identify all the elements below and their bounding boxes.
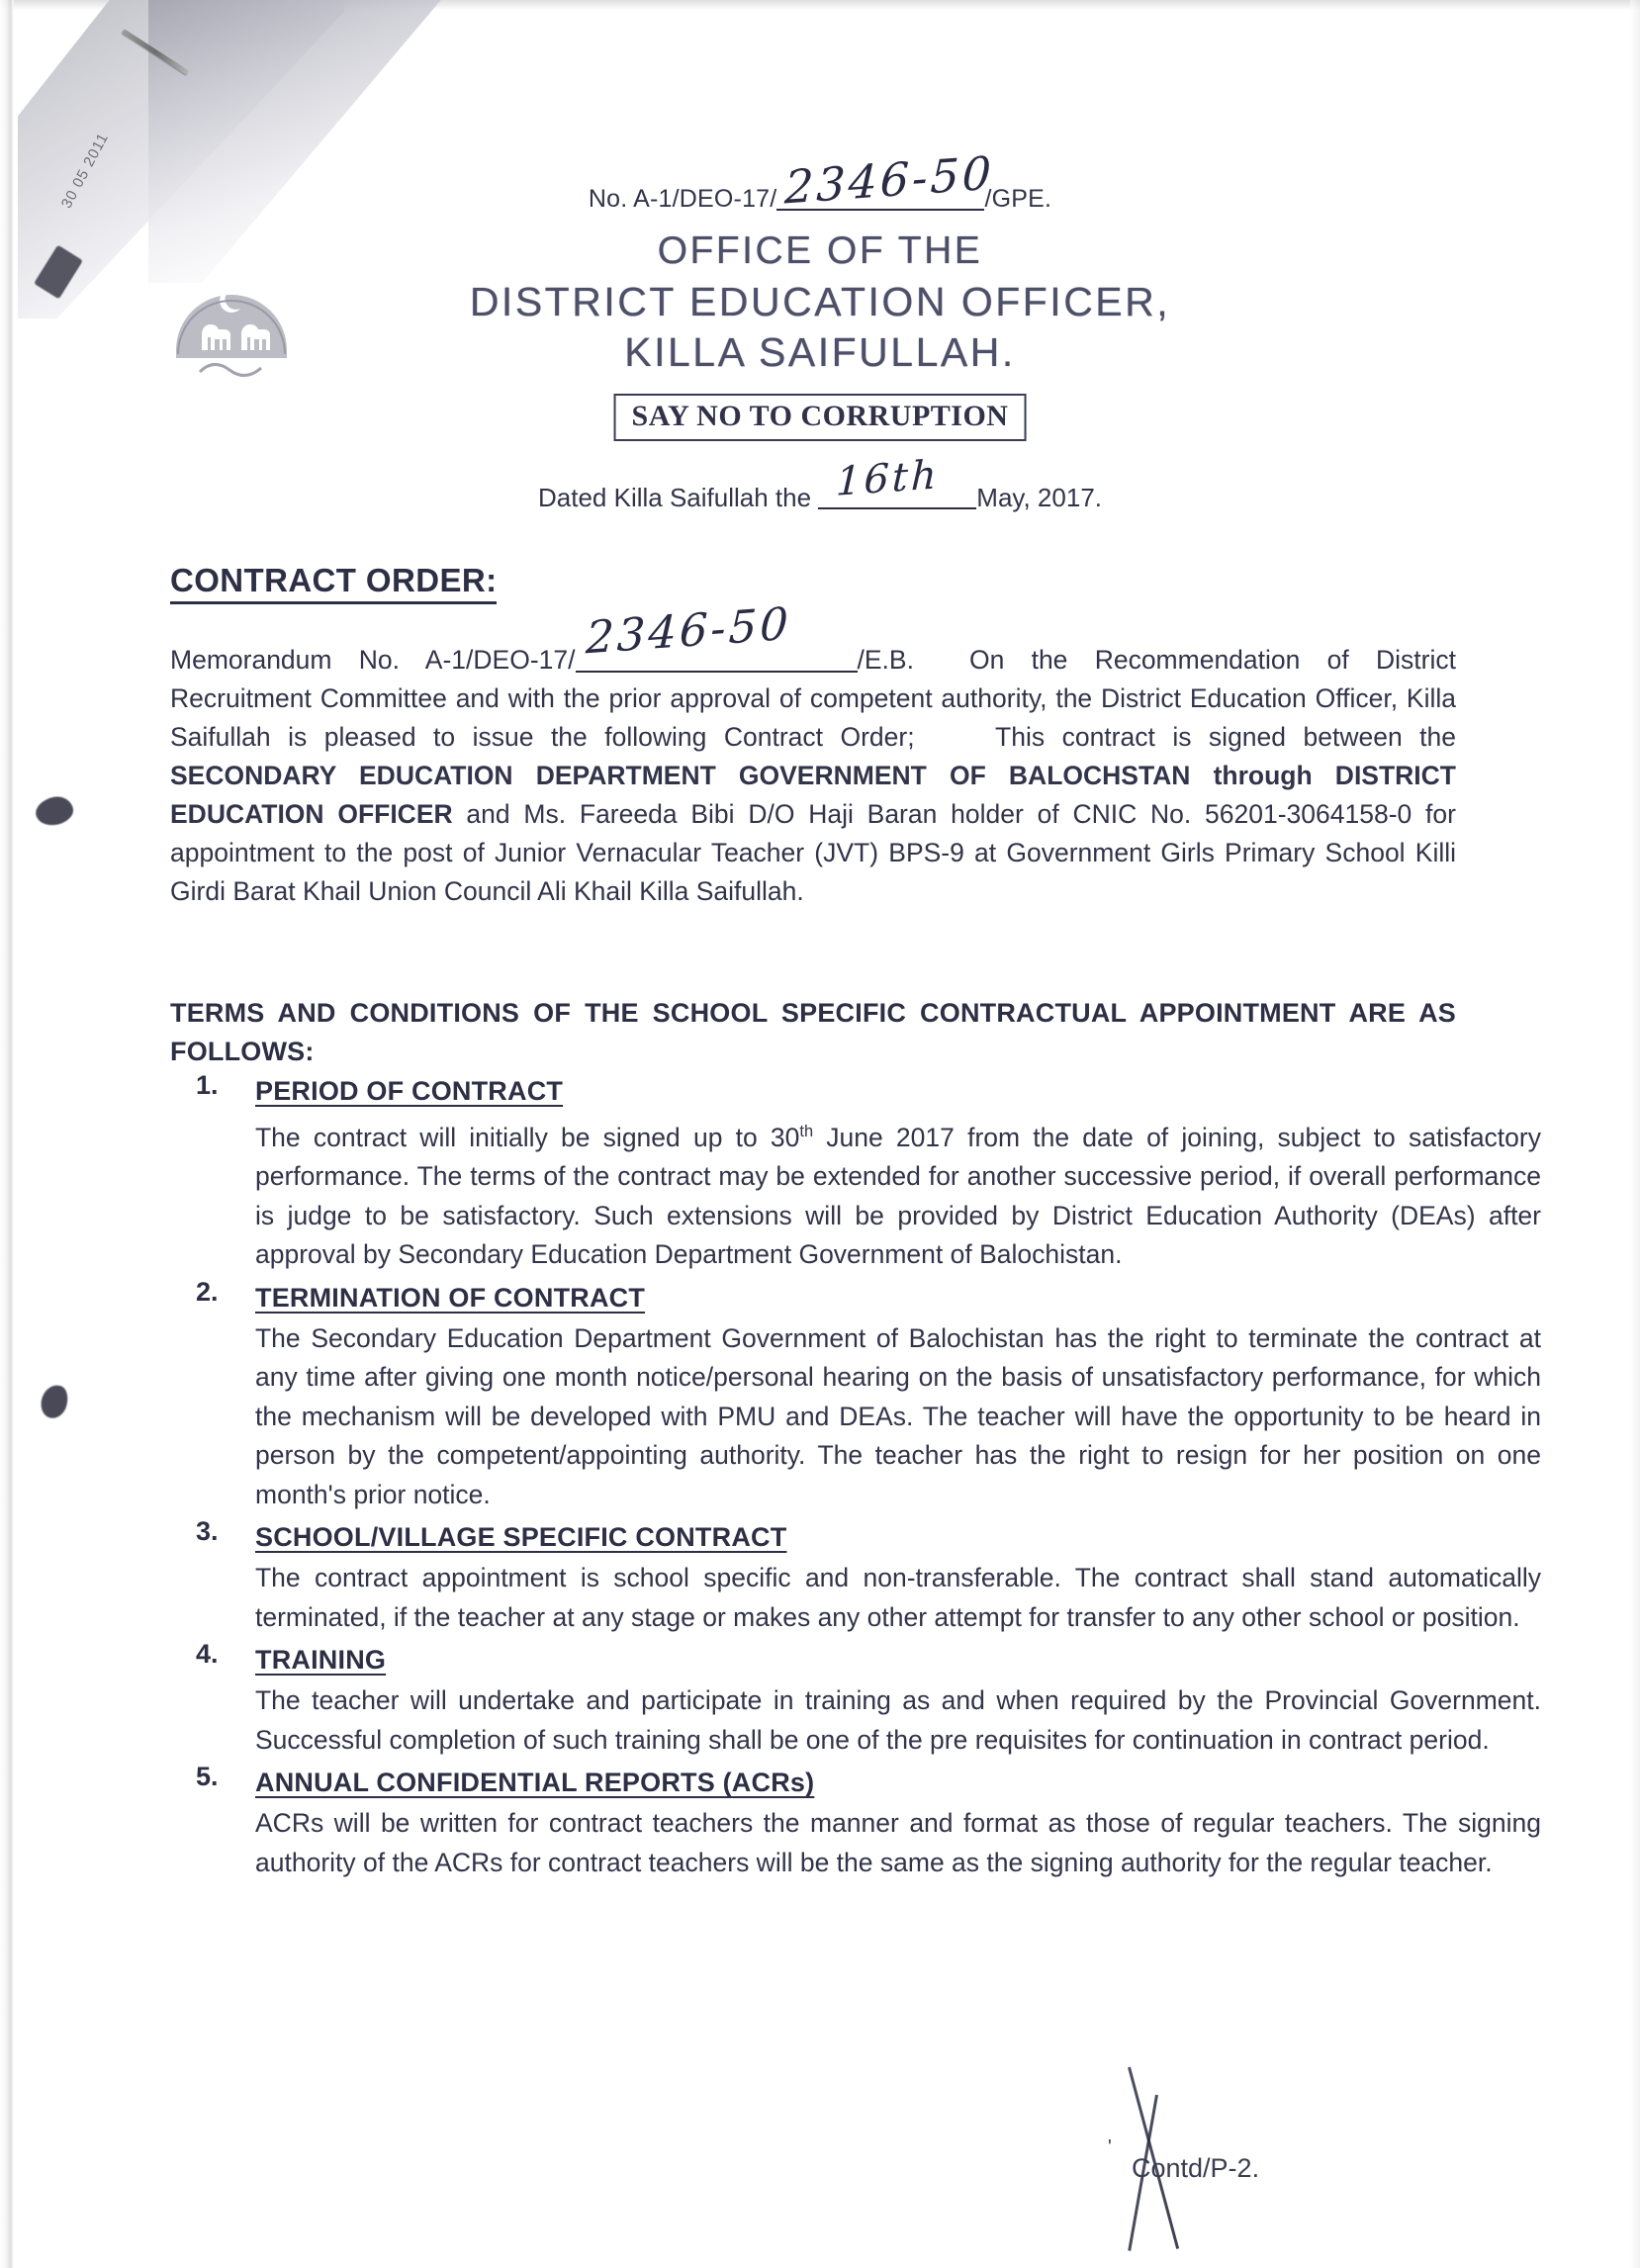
scan-stamp-date: 30 05 2011 (57, 130, 113, 212)
page-continuation-footer: Contd/P-2. (1132, 2153, 1260, 2183)
list-item (255, 1070, 1541, 1275)
memorandum-suffix: /E.B. (857, 645, 914, 675)
handwritten-reference-number: 2346-50 (783, 145, 996, 215)
list-item (255, 1277, 1541, 1515)
list-item (255, 1516, 1541, 1637)
term-title: TERMINATION OF CONTRACT (255, 1282, 646, 1313)
memorandum-block (170, 596, 1456, 911)
dated-line (0, 452, 1640, 513)
memorandum-continued: On the Recommendation of District Recruitment Committee and with the prior approval of competent authority, the District Education Officer, Killa Saifullah is pleased to issue the following Contract Order; (170, 645, 1456, 752)
term-body (255, 1113, 1541, 1275)
office-heading-line-1: OFFICE OF THE (657, 229, 983, 272)
term-body: ACRs will be written for contract teachers the manner and format as those of regular teachers. The signing authority of the ACRs for contract teachers will be the same as the signing authority for the regular teacher. (255, 1808, 1541, 1877)
contract-parties-bold: SECONDARY EDUCATION DEPARTMENT GOVERNMENT OF BALOCHSTAN through DISTRICT EDUCATION OFFICER (170, 761, 1456, 829)
dated-blank-line (818, 452, 976, 509)
dated-suffix: May, 2017. (976, 483, 1102, 512)
slogan-box: SAY NO TO CORRUPTION (614, 394, 1027, 441)
ink-smudge-icon (37, 1382, 71, 1421)
memorandum-prefix: Memorandum No. A-1/DEO-17/ (170, 645, 576, 675)
term-body: The contract appointment is school specific and non-transferable. The contract shall stand automatically terminated, if the teacher at any stage or makes any other attempt for transfer to any other school or position. (255, 1563, 1541, 1632)
dated-prefix: Dated Killa Saifullah the (538, 483, 812, 512)
office-heading-line-2: DISTRICT EDUCATION OFFICER, (469, 279, 1171, 324)
ink-smudge-icon (34, 793, 76, 828)
apostrophe-mark: ' (1108, 2136, 1112, 2158)
terms-and-conditions-heading: TERMS AND CONDITIONS OF THE SCHOOL SPECIFIC CONTRACTUAL APPOINTMENT ARE AS FOLLOWS: (170, 998, 1456, 1066)
term-title: SCHOOL/VILLAGE SPECIFIC CONTRACT (255, 1522, 787, 1553)
list-item (255, 1762, 1541, 1882)
reference-suffix: /GPE. (984, 185, 1052, 213)
list-item (255, 1639, 1541, 1760)
page-title: CONTRACT ORDER: (170, 562, 497, 604)
reference-blank-line (776, 145, 996, 215)
ordinal-suffix: th (799, 1123, 814, 1140)
term-title: ANNUAL CONFIDENTIAL REPORTS (ACRs) (255, 1768, 815, 1798)
term-body: The Secondary Education Department Government of Balochistan has the right to terminate the contract at any time after giving one month notice/personal hearing on the basis of unsatisfactory performance, for which the mechanism will be developed with PMU and DEAs. The teacher will have the opportunity to be heard in person by the competent/appointing authority. The teacher has the right to resign for her position on one month's prior notice. (255, 1322, 1541, 1509)
contract-paragraph-part2: and Ms. Fareeda Bibi D/O Haji Baran holder of CNIC No. 56201-3064158-0 for appointment to the post of Junior Vernacular Teacher (JVT) BPS-9 at Government Girls Primary School Killi Girdi Barat Khail Union Council Ali Khail Killa Saifullah. (170, 799, 1456, 906)
term-title: PERIOD OF CONTRACT (255, 1076, 564, 1106)
terms-list (170, 1070, 1541, 1884)
term-body-post: June 2017 from the date of joining, subject to satisfactory performance. The terms of the contract may be extended for another successive period, if overall performance is judge to be satisfactory. Such extensions will be provided by District Education Authority (DEAs) after approval by Secondary Education Department Government of Balochistan. (255, 1122, 1541, 1270)
reference-prefix: No. A-1/DEO-17/ (588, 185, 777, 213)
memorandum-blank-line (576, 596, 858, 673)
term-body-pre: The contract will initially be signed up to 30 (255, 1122, 800, 1152)
office-heading-line-3: KILLA SAIFULLAH. (624, 329, 1016, 375)
term-title: TRAINING (255, 1645, 387, 1676)
contract-paragraph-part1: This contract is signed between the (995, 722, 1456, 752)
handwritten-date-day: 16th (835, 452, 941, 505)
handwritten-memorandum-number: 2346-50 (584, 596, 792, 665)
term-body: The teacher will undertake and participate in training as and when required by the Provincial Government. Successful completion of such training shall be one of the pre requisites for continuation in contract period. (255, 1685, 1541, 1755)
